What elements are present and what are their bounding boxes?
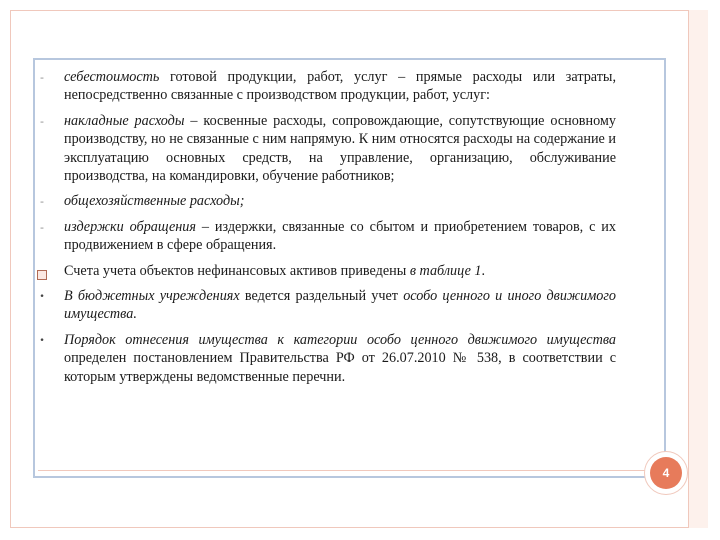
list-item-text bbox=[64, 262, 616, 280]
italic-text: себестоимость bbox=[64, 69, 160, 85]
list-item bbox=[36, 262, 616, 280]
bullet-list bbox=[36, 68, 616, 393]
list-item bbox=[36, 112, 616, 186]
list-item-text bbox=[64, 112, 616, 186]
plain-text: Счета учета объектов нефинансовых активов приведены bbox=[64, 262, 410, 279]
plain-text: определен постановлением Правительства РФ от 26.07.2010 № 538, в соответствии с которым утверждены ведомственные перечни. bbox=[64, 350, 616, 385]
italic-text: особо ценного и иного движимого имущества. bbox=[64, 288, 617, 323]
list-item bbox=[36, 192, 616, 210]
list-item bbox=[36, 287, 616, 324]
box-bullet-icon bbox=[37, 270, 47, 280]
list-item-text bbox=[64, 192, 616, 210]
footer-divider bbox=[38, 470, 670, 471]
list-item bbox=[36, 68, 616, 105]
italic-text: в таблице 1 bbox=[409, 262, 482, 279]
list-item-text bbox=[64, 331, 616, 386]
plain-text: – косвенные расходы, сопровождающие, сопутствующие основному производству, но не связанные с ним напрямую. К ним относятся расходы на содержание и эксплуатацию основных средств, на управление, организацию, обслуживание производства, на командировки, обучение работников; bbox=[64, 112, 616, 185]
list-item bbox=[36, 218, 616, 255]
list-item bbox=[36, 331, 616, 386]
italic-text: накладные расходы bbox=[64, 112, 185, 129]
dash-bullet-icon: - bbox=[40, 71, 44, 84]
dash-bullet-icon: - bbox=[40, 195, 44, 209]
italic-text: издержки обращения bbox=[64, 218, 196, 235]
italic-text: общехозяйственные расходы; bbox=[64, 193, 245, 210]
italic-text: Порядок отнесения имущества к категории особо ценного движимого имущества bbox=[64, 331, 616, 348]
italic-text: В бюджетных учреждениях bbox=[64, 288, 240, 305]
dash-bullet-icon: - bbox=[40, 114, 44, 128]
slide-right-bar bbox=[688, 10, 708, 528]
list-item-text bbox=[64, 68, 616, 105]
plain-text: . bbox=[481, 262, 486, 279]
dot-bullet-icon: • bbox=[39, 335, 45, 346]
list-item-text bbox=[64, 218, 616, 255]
dash-bullet-icon: - bbox=[40, 220, 44, 234]
plain-text: готовой продукции, работ, услуг – прямые расходы или затраты, непосредственно связанные с производством продукции, работ, услуг: bbox=[64, 69, 616, 104]
plain-text: – издержки, связанные со сбытом и приобретением товаров, с их продвижением в сфере обращения. bbox=[64, 218, 616, 254]
list-item-text bbox=[64, 287, 616, 324]
page-number-badge bbox=[644, 451, 688, 495]
plain-text: ведется раздельный учет bbox=[239, 288, 404, 305]
dot-bullet-icon: • bbox=[39, 292, 45, 303]
page-number: 4 bbox=[650, 457, 682, 489]
